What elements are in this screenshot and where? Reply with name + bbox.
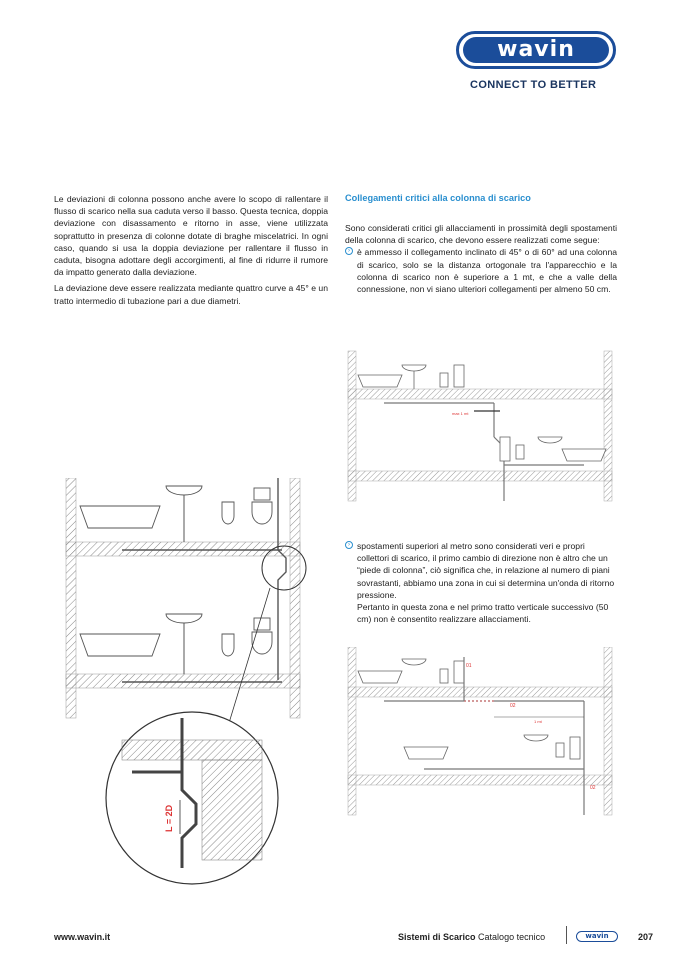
intro-paragraph: Sono considerati critici gli allacciamenti in prossimità degli spostamenti della colonna di scarico, che devono essere realizzati come segue: <box>345 223 617 246</box>
deviation-length-label: L = 2D <box>164 804 174 832</box>
left-paragraph-1: Le deviazioni di colonna possono anche avere lo scopo di rallentare il flusso di scarico nella sua caduta verso il basso. Questa tecnica, doppia deviazione con disassamento e ritorno in asse, viene utilizzata soprattutto in presenza di colonne dotate di braghe miscelatrici. In ogni caso, quando si usa la doppia deviazione per rallentare il flusso in caduta, bisogna adottare degli accorgimenti, al fine di ridurre il rumore da impatto generato dalla deviazione. <box>54 194 328 278</box>
top-right-label: max 1 mt <box>452 411 469 416</box>
section-heading: Collegamenti critici alla colonna di scarico <box>345 193 531 203</box>
bottom-label-2: 02 <box>510 703 516 709</box>
diagram-double-deviation <box>62 478 328 890</box>
bottom-label-4: 02 <box>590 785 596 791</box>
bathtub-icon <box>80 634 160 656</box>
diagram-inclined-connection <box>344 345 616 505</box>
bathtub-icon <box>358 671 402 683</box>
note-text: Pertanto in questa zona e nel primo tratto verticale successivo (50 cm) non è consentito realizzare allacciamenti. <box>357 602 609 625</box>
bullet-item-1 <box>345 246 617 295</box>
diagram-collector-offset <box>344 647 616 817</box>
toilet-tank-icon <box>254 618 270 630</box>
bottom-label-3: 1 mt <box>534 719 542 724</box>
toilet-tank-icon <box>254 488 270 500</box>
footer-divider <box>566 926 567 944</box>
footer-catalog-title <box>398 932 545 942</box>
bullet-arrow-icon: › <box>345 541 353 549</box>
wavin-logo-text: wavin <box>463 37 609 63</box>
bidet-icon <box>440 373 448 387</box>
footer-catalog-bold: Sistemi di Scarico <box>398 932 476 942</box>
footer-wavin-logo: wavin <box>576 931 618 942</box>
bullet-item-2 <box>345 540 617 625</box>
bathtub-icon <box>404 747 448 759</box>
bullet-text-2: spostamenti superiori al metro sono considerati veri e propri collettori di scarico, il primo cambio di direzione non è altro che un “piede di colonna”, ciò significa che, in relazione al numero di piani sovrastanti, abbiamo una zona in cui si determina un'onda di ritorno pressione. <box>357 541 615 600</box>
toilet-icon <box>500 437 510 461</box>
left-text-column <box>54 193 328 311</box>
bullet-arrow-icon: › <box>345 247 353 255</box>
tagline: CONNECT TO BETTER <box>470 79 597 91</box>
footer-catalog-rest: Catalogo tecnico <box>475 932 546 942</box>
bathtub-icon <box>358 375 402 387</box>
toilet-icon <box>252 632 272 654</box>
bidet-icon <box>222 502 234 524</box>
toilet-icon <box>454 365 464 387</box>
right-text-column <box>345 222 617 295</box>
bidet-icon <box>556 743 564 757</box>
page-number: 207 <box>638 932 654 942</box>
right-text-column-2 <box>345 540 617 625</box>
bidet-icon <box>440 669 448 683</box>
bathtub-icon <box>80 506 160 528</box>
sink-icon <box>166 486 202 495</box>
bidet-icon <box>516 445 524 459</box>
wavin-logo <box>456 31 616 69</box>
footer-url[interactable]: www.wavin.it <box>54 932 111 942</box>
bathtub-icon <box>562 449 606 461</box>
bottom-label-1: 01 <box>466 663 472 669</box>
bullet-text-1: è ammesso il collegamento inclinato di 45° o di 60° ad una colonna di scarico, solo se la distanza ortogonale tra l'apparecchio e la colonna di scarico non è superiore a 1 mt, e che a valle della connessione, non vi siano ulteriori collegamenti per almeno 50 cm. <box>357 247 617 295</box>
bidet-icon <box>222 634 234 656</box>
sink-icon <box>166 614 202 623</box>
toilet-icon <box>570 737 580 759</box>
toilet-icon <box>252 502 272 524</box>
left-paragraph-2: La deviazione deve essere realizzata mediante quattro curve a 45° e un tratto intermedio di tubazione pari a due diametri. <box>54 283 328 306</box>
toilet-icon <box>454 661 464 683</box>
